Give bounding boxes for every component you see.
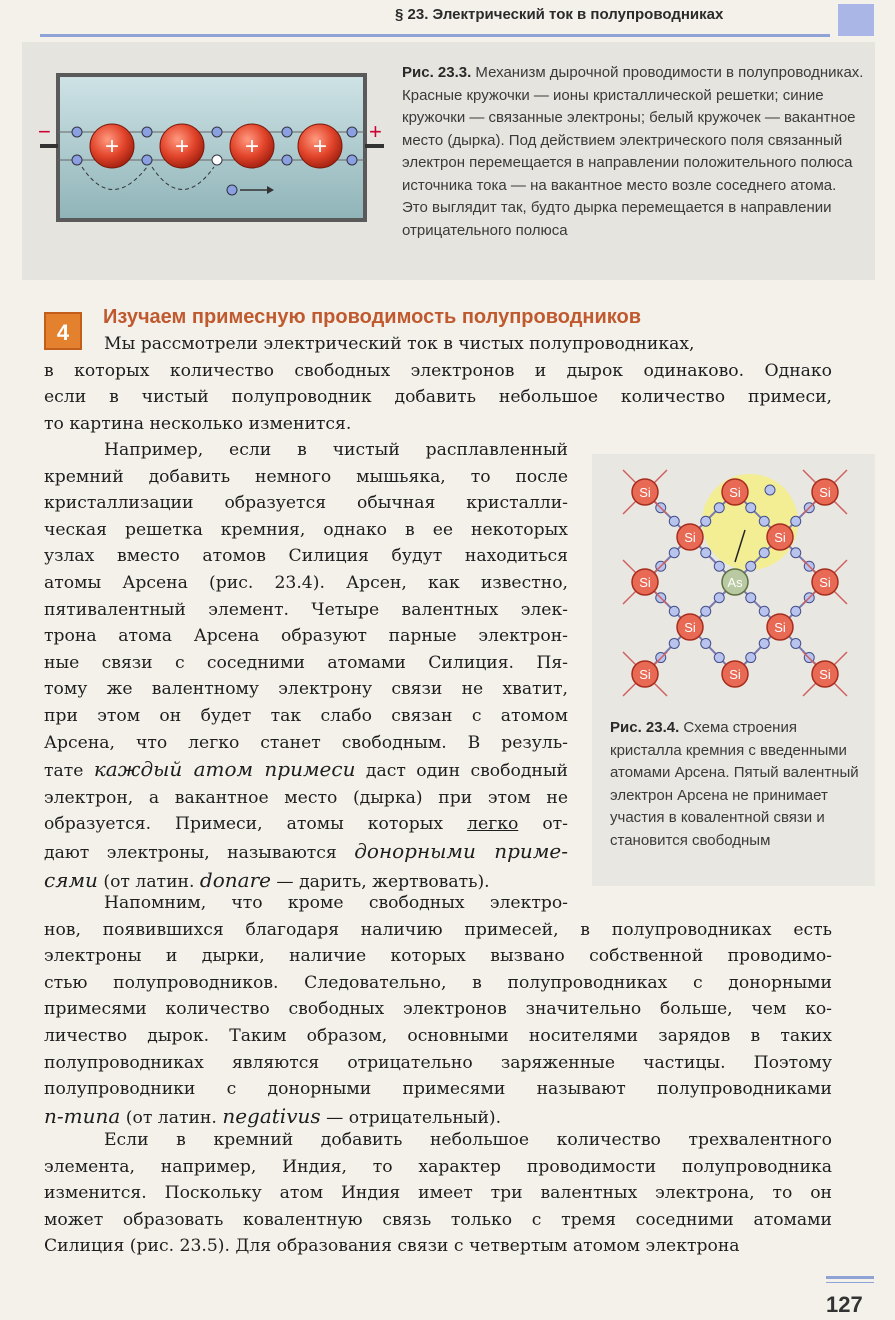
bound-electron [701,548,711,558]
bound-electron [759,606,769,616]
paragraph-3: Напомним, что кроме свободных электро- нов, появившихся благодаря наличию примесей, в полупроводниках есть электроны и дырки, наличие которых вызвано собственной проводимо- стью полупроводников. Следовательно, в полупроводниках с донорными примесями количество свободных электронов значительно больше, чем ко- личество дырок. Таким образом, основными носителями зарядов в таких полупроводниках являются отрицательно заряженные частицы. Поэтому полупроводники с донорными примесями называют полупроводниками n-типа (от латин. negativus — отрицательный). [44,893,832,1128]
bound-electron [701,516,711,526]
bound-electron [714,653,724,663]
bound-electron [669,548,679,558]
bound-electron [791,638,801,648]
bound-electron [791,606,801,616]
silicon-label: Si [729,667,741,682]
bound-electron [669,606,679,616]
bound-electron [791,548,801,558]
silicon-label: Si [639,667,651,682]
silicon-label: Si [729,485,741,500]
silicon-label: Si [684,620,696,635]
bound-electron [714,561,724,571]
bound-electron [791,516,801,526]
page-number-rule [826,1276,874,1279]
bound-electron [669,516,679,526]
paragraph-1: Мы рассмотрели электрический ток в чистых полупроводниках, в которых количество свободных электронов и дырок одинаково. Однако если в чистый полупроводник добавить небольшое количество примеси, то картина несколько изменится. [44,334,832,434]
silicon-label: Si [639,575,651,590]
figure-23-4-diagram [600,462,870,712]
paragraph-2: Например, если в чистый расплавленный кремний добавить немного мышьяка, то после кристаллизации образуется обычная кристалли- ческая решетка кремния, однако в ее некоторых узлах вместо атомов Силиция будут находиться атомы Арсена (рис. 23.4). Арсен, как известно, пятивалентный элемент. Четыре валентных элек- трона атома Арсена образуют парные электрон- ные связи с соседними атомами Силиция. Пя- тому же валентному электрону связи не хватит, при этом он будет так слабо связан с атомом Арсена, что легко станет свободным. В резуль- тате каждый атом примеси даст один свободный электрон, а вакантное место (дырка) при этом не образуется. Примеси, атомы которых легко от- дают электроны, называются донорными приме- сями (от латин. donare — дарить, жертвовать). [44,440,568,892]
header-tab-marker [838,4,874,36]
section-title: Изучаем примесную проводимость полупроводников [103,306,642,328]
minus-terminal: − [38,119,51,144]
silicon-label: Si [774,530,786,545]
figure-23-3-diagram [22,42,402,280]
page-number: 127 [826,1292,863,1317]
silicon-label: Si [774,620,786,635]
svg-text:+: + [312,133,328,160]
paragraph-4: Если в кремний добавить небольшое количество трехвалентного элемента, например, Индия, то характер проводимости полупроводника изменится. Поскольку атом Индия имеет три валентных электрона, то он может образовать ковалентную связь только с тремя соседними атомами Силиция (рис. 23.5). Для образования связи с четвертым атомом электрона [44,1130,832,1257]
bound-electron [714,503,724,513]
free-electron [765,485,775,495]
bound-electron [746,503,756,513]
silicon-label: Si [819,667,831,682]
bound-electron [746,653,756,663]
bound-electron [759,548,769,558]
plus-terminal: + [369,119,382,144]
bound-electron [701,606,711,616]
bound-electron [746,593,756,603]
svg-text:+: + [174,133,190,160]
bound-electron [746,561,756,571]
silicon-label: Si [819,485,831,500]
silicon-label: Si [819,575,831,590]
bound-electron [701,638,711,648]
running-header: § 23. Электрический ток в полупроводниках [395,6,724,23]
arsenic-label: As [727,575,743,590]
bound-electron [669,638,679,648]
bound-electron [759,516,769,526]
svg-text:+: + [244,133,260,160]
bound-electron [759,638,769,648]
header-rule [40,34,830,37]
silicon-label: Si [684,530,696,545]
figure-23-4-caption: Рис. 23.4. Схема строения кристалла кремния с введенными атомами Арсена. Пятый валентный электрон Арсена не принимает участия в ковалентной связи и становится свободным [610,719,859,849]
figure-23-3-caption: Рис. 23.3. Механизм дырочной проводимости в полупроводниках. Красные кружочки — ионы кристаллической решетки; синие кружочки — связанные электроны; белый кружочек — вакантное место (дырка). Под действием электрического поля связанный электрон перемещается в направлении положительного полюса источника тока — на вакантное место возле соседнего атома. Это выглядит так, будто дырка перемещается в направлении отрицательного полюса [402,64,864,239]
section-number-badge: 4 [44,312,82,350]
page-number-rule-thin [826,1282,874,1283]
bound-electron [714,593,724,603]
free-electron-glow [702,474,798,570]
silicon-label: Si [639,485,651,500]
svg-text:+: + [104,133,120,160]
